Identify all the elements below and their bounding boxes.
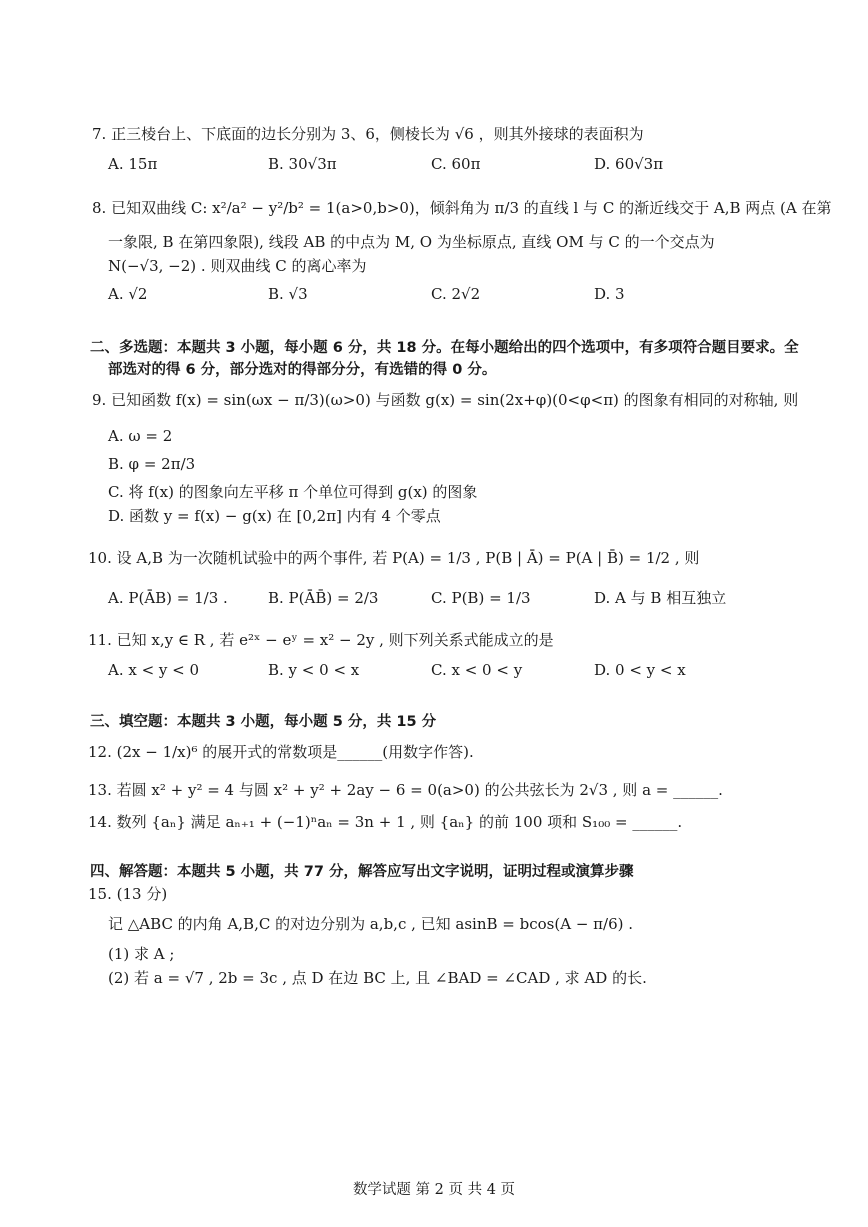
question-15-stem: 记 △ABC 的内角 A,B,C 的对边分别为 a,b,c , 已知 asinB = bcos(A − π/6) . [108,915,634,933]
question-13: 13. 若圆 x² + y² = 4 与圆 x² + y² + 2ay − 6 = 0(a>0) 的公共弦长为 2√3 , 则 a = ______. [88,781,723,799]
question-12: 12. (2x − 1/x)⁶ 的展开式的常数项是______(用数字作答). [88,743,474,761]
section-3-heading: 三、填空题：本题共 3 小题，每小题 5 分，共 15 分 [90,714,437,730]
question-7-option-c: C. 60π [431,155,481,173]
question-8-option-a: A. √2 [108,285,148,303]
question-11-option-d: D. 0 < y < x [594,661,686,679]
question-10-option-b: B. P(ĀB̄) = 2/3 [268,589,379,607]
question-11-option-c: C. x < 0 < y [431,661,523,679]
question-8-stem-line3: N(−√3, −2) . 则双曲线 C 的离心率为 [108,257,367,275]
question-8-option-c: C. 2√2 [431,285,481,303]
question-9-option-c: C. 将 f(x) 的图象向左平移 π 个单位可得到 g(x) 的图象 [108,483,478,501]
question-9-stem: 9. 已知函数 f(x) = sin(ωx − π/3)(ω>0) 与函数 g(x) = sin(2x+φ)(0<φ<π) 的图象有相同的对称轴, 则 [92,391,799,409]
question-15-part-2: (2) 若 a = √7 , 2b = 3c , 点 D 在边 BC 上, 且 ∠BAD = ∠CAD , 求 AD 的长. [108,969,647,987]
question-15-part-1: (1) 求 A ; [108,945,175,963]
question-8-option-b: B. √3 [268,285,308,303]
question-7-option-b: B. 30√3π [268,155,337,173]
question-11-option-a: A. x < y < 0 [108,661,200,679]
question-14: 14. 数列 {aₙ} 满足 aₙ₊₁ + (−1)ⁿaₙ = 3n + 1 , 则 {aₙ} 的前 100 项和 S₁₀₀ = ______. [88,813,683,831]
question-15-heading: 15. (13 分) [88,885,168,903]
section-2-heading-line2: 部选对的得 6 分，部分选对的得部分分，有选错的得 0 分。 [108,362,497,378]
question-8-stem-line2: 一象限, B 在第四象限), 线段 AB 的中点为 M, O 为坐标原点, 直线 OM 与 C 的一个交点为 [108,233,715,251]
question-11-option-b: B. y < 0 < x [268,661,360,679]
question-9-option-b: B. φ = 2π/3 [108,455,196,473]
question-7-option-d: D. 60√3π [594,155,664,173]
question-10-stem: 10. 设 A,B 为一次随机试验中的两个事件, 若 P(A) = 1/3 , P(B | Ā) = P(A | B̄) = 1/2 , 则 [88,549,700,567]
section-2-heading-line1: 二、多选题：本题共 3 小题，每小题 6 分，共 18 分。在每小题给出的四个选项中，有多项符合题目要求。全 [90,340,799,356]
question-9-option-d: D. 函数 y = f(x) − g(x) 在 [0,2π] 内有 4 个零点 [108,507,441,525]
question-10-option-d: D. A 与 B 相互独立 [594,589,727,607]
question-9-option-a: A. ω = 2 [108,427,173,445]
section-4-heading: 四、解答题：本题共 5 小题，共 77 分，解答应写出文字说明，证明过程或演算步骤 [90,864,634,880]
question-11-stem: 11. 已知 x,y ∈ R , 若 e²ˣ − eʸ = x² − 2y , 则下列关系式能成立的是 [88,631,554,649]
question-7-option-a: A. 15π [108,155,158,173]
page-footer: 数学试题 第 2 页 共 4 页 [352,1182,516,1198]
question-7-stem: 7. 正三棱台上、下底面的边长分别为 3、6，侧棱长为 √6 ，则其外接球的表面积为 [92,125,644,143]
question-10-option-c: C. P(B) = 1/3 [431,589,531,607]
question-10-option-a: A. P(ĀB) = 1/3 . [108,589,228,607]
question-8-stem-line1: 8. 已知双曲线 C: x²/a² − y²/b² = 1(a>0,b>0)，倾斜角为 π/3 的直线 l 与 C 的渐近线交于 A,B 两点 (A 在第 [92,199,832,217]
question-8-option-d: D. 3 [594,285,625,303]
